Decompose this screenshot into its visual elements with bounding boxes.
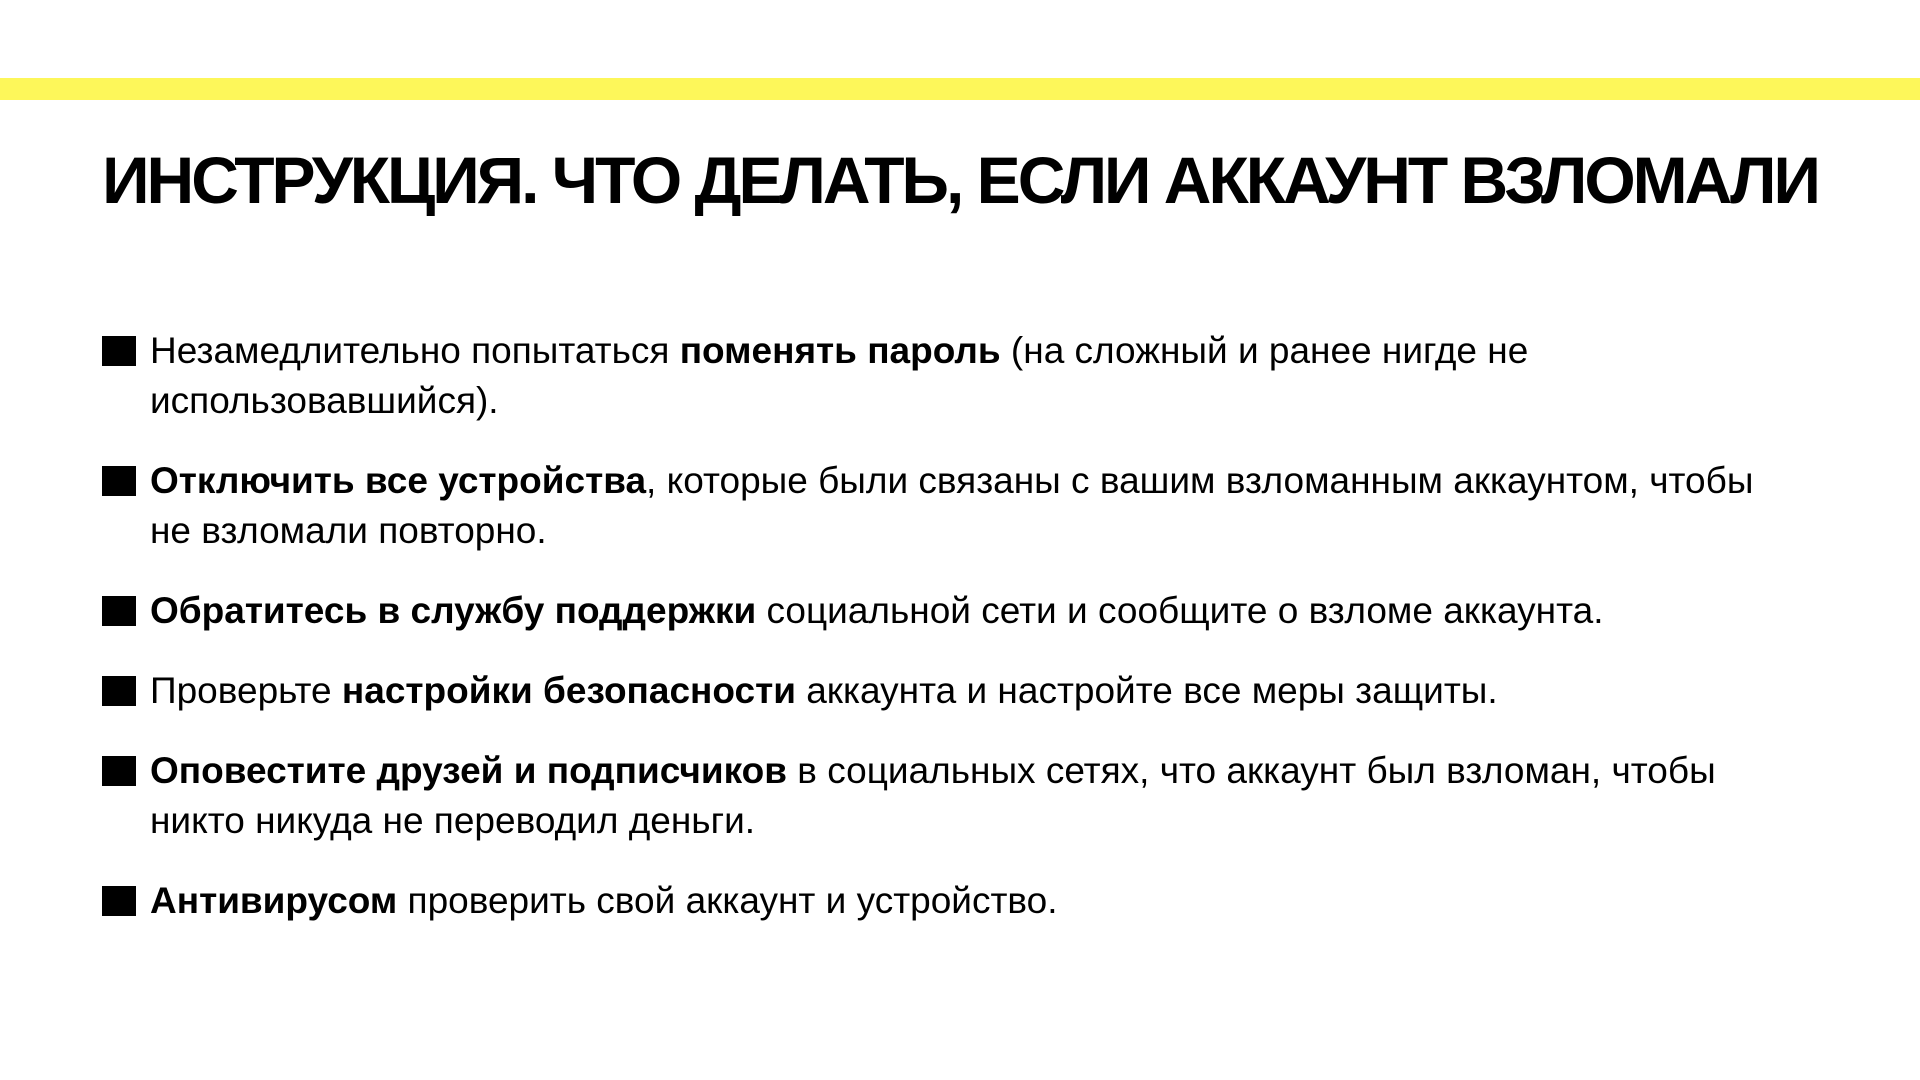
list-item-text-regular: (на сложный и ранее нигде не использовавшийся). <box>150 330 1529 421</box>
list-item <box>102 586 1802 636</box>
list-item-text <box>150 460 1753 551</box>
list-item-text-bold: поменять пароль <box>679 330 1001 371</box>
square-bullet-icon <box>102 336 136 366</box>
square-bullet-icon <box>102 466 136 496</box>
list-item-text <box>150 330 1528 421</box>
list-item <box>102 876 1802 926</box>
accent-stripe <box>0 78 1920 100</box>
square-bullet-icon <box>102 756 136 786</box>
list-item-text-regular: , которые были связаны с вашим взломанным аккаунтом, чтобы не взломали повторно. <box>150 460 1754 551</box>
list-item <box>102 456 1802 556</box>
list-item-text <box>150 670 1498 711</box>
list-item-text-bold: Оповестите друзей и подписчиков <box>150 750 787 791</box>
list-item-text-regular: аккаунта и настройте все меры защиты. <box>795 670 1498 711</box>
square-bullet-icon <box>102 676 136 706</box>
square-bullet-icon <box>102 596 136 626</box>
page-title: ИНСТРУКЦИЯ. ЧТО ДЕЛАТЬ, ЕСЛИ АККАУНТ ВЗЛОМАЛИ <box>102 143 1818 217</box>
list-item-text-regular: социальной сети и сообщите о взломе аккаунта. <box>756 590 1604 631</box>
list-item-text-bold: Антивирусом <box>150 880 398 921</box>
list-item-text <box>150 590 1603 631</box>
list-item <box>102 666 1802 716</box>
list-item-text-regular: проверить свой аккаунт и устройство. <box>397 880 1058 921</box>
instruction-list <box>102 326 1802 956</box>
list-item-text-regular: Проверьте <box>150 670 342 711</box>
square-bullet-icon <box>102 886 136 916</box>
list-item <box>102 326 1802 426</box>
list-item-text-regular: в социальных сетях, что аккаунт был взломан, чтобы никто никуда не переводил деньги. <box>150 750 1716 841</box>
list-item-text <box>150 880 1058 921</box>
list-item-text-regular: Незамедлительно попытаться <box>150 330 680 371</box>
list-item-text-bold: Отключить все устройства <box>150 460 647 501</box>
list-item-text-bold: настройки безопасности <box>341 670 796 711</box>
list-item <box>102 746 1802 846</box>
list-item-text <box>150 750 1716 841</box>
list-item-text-bold: Обратитесь в службу поддержки <box>150 590 757 631</box>
